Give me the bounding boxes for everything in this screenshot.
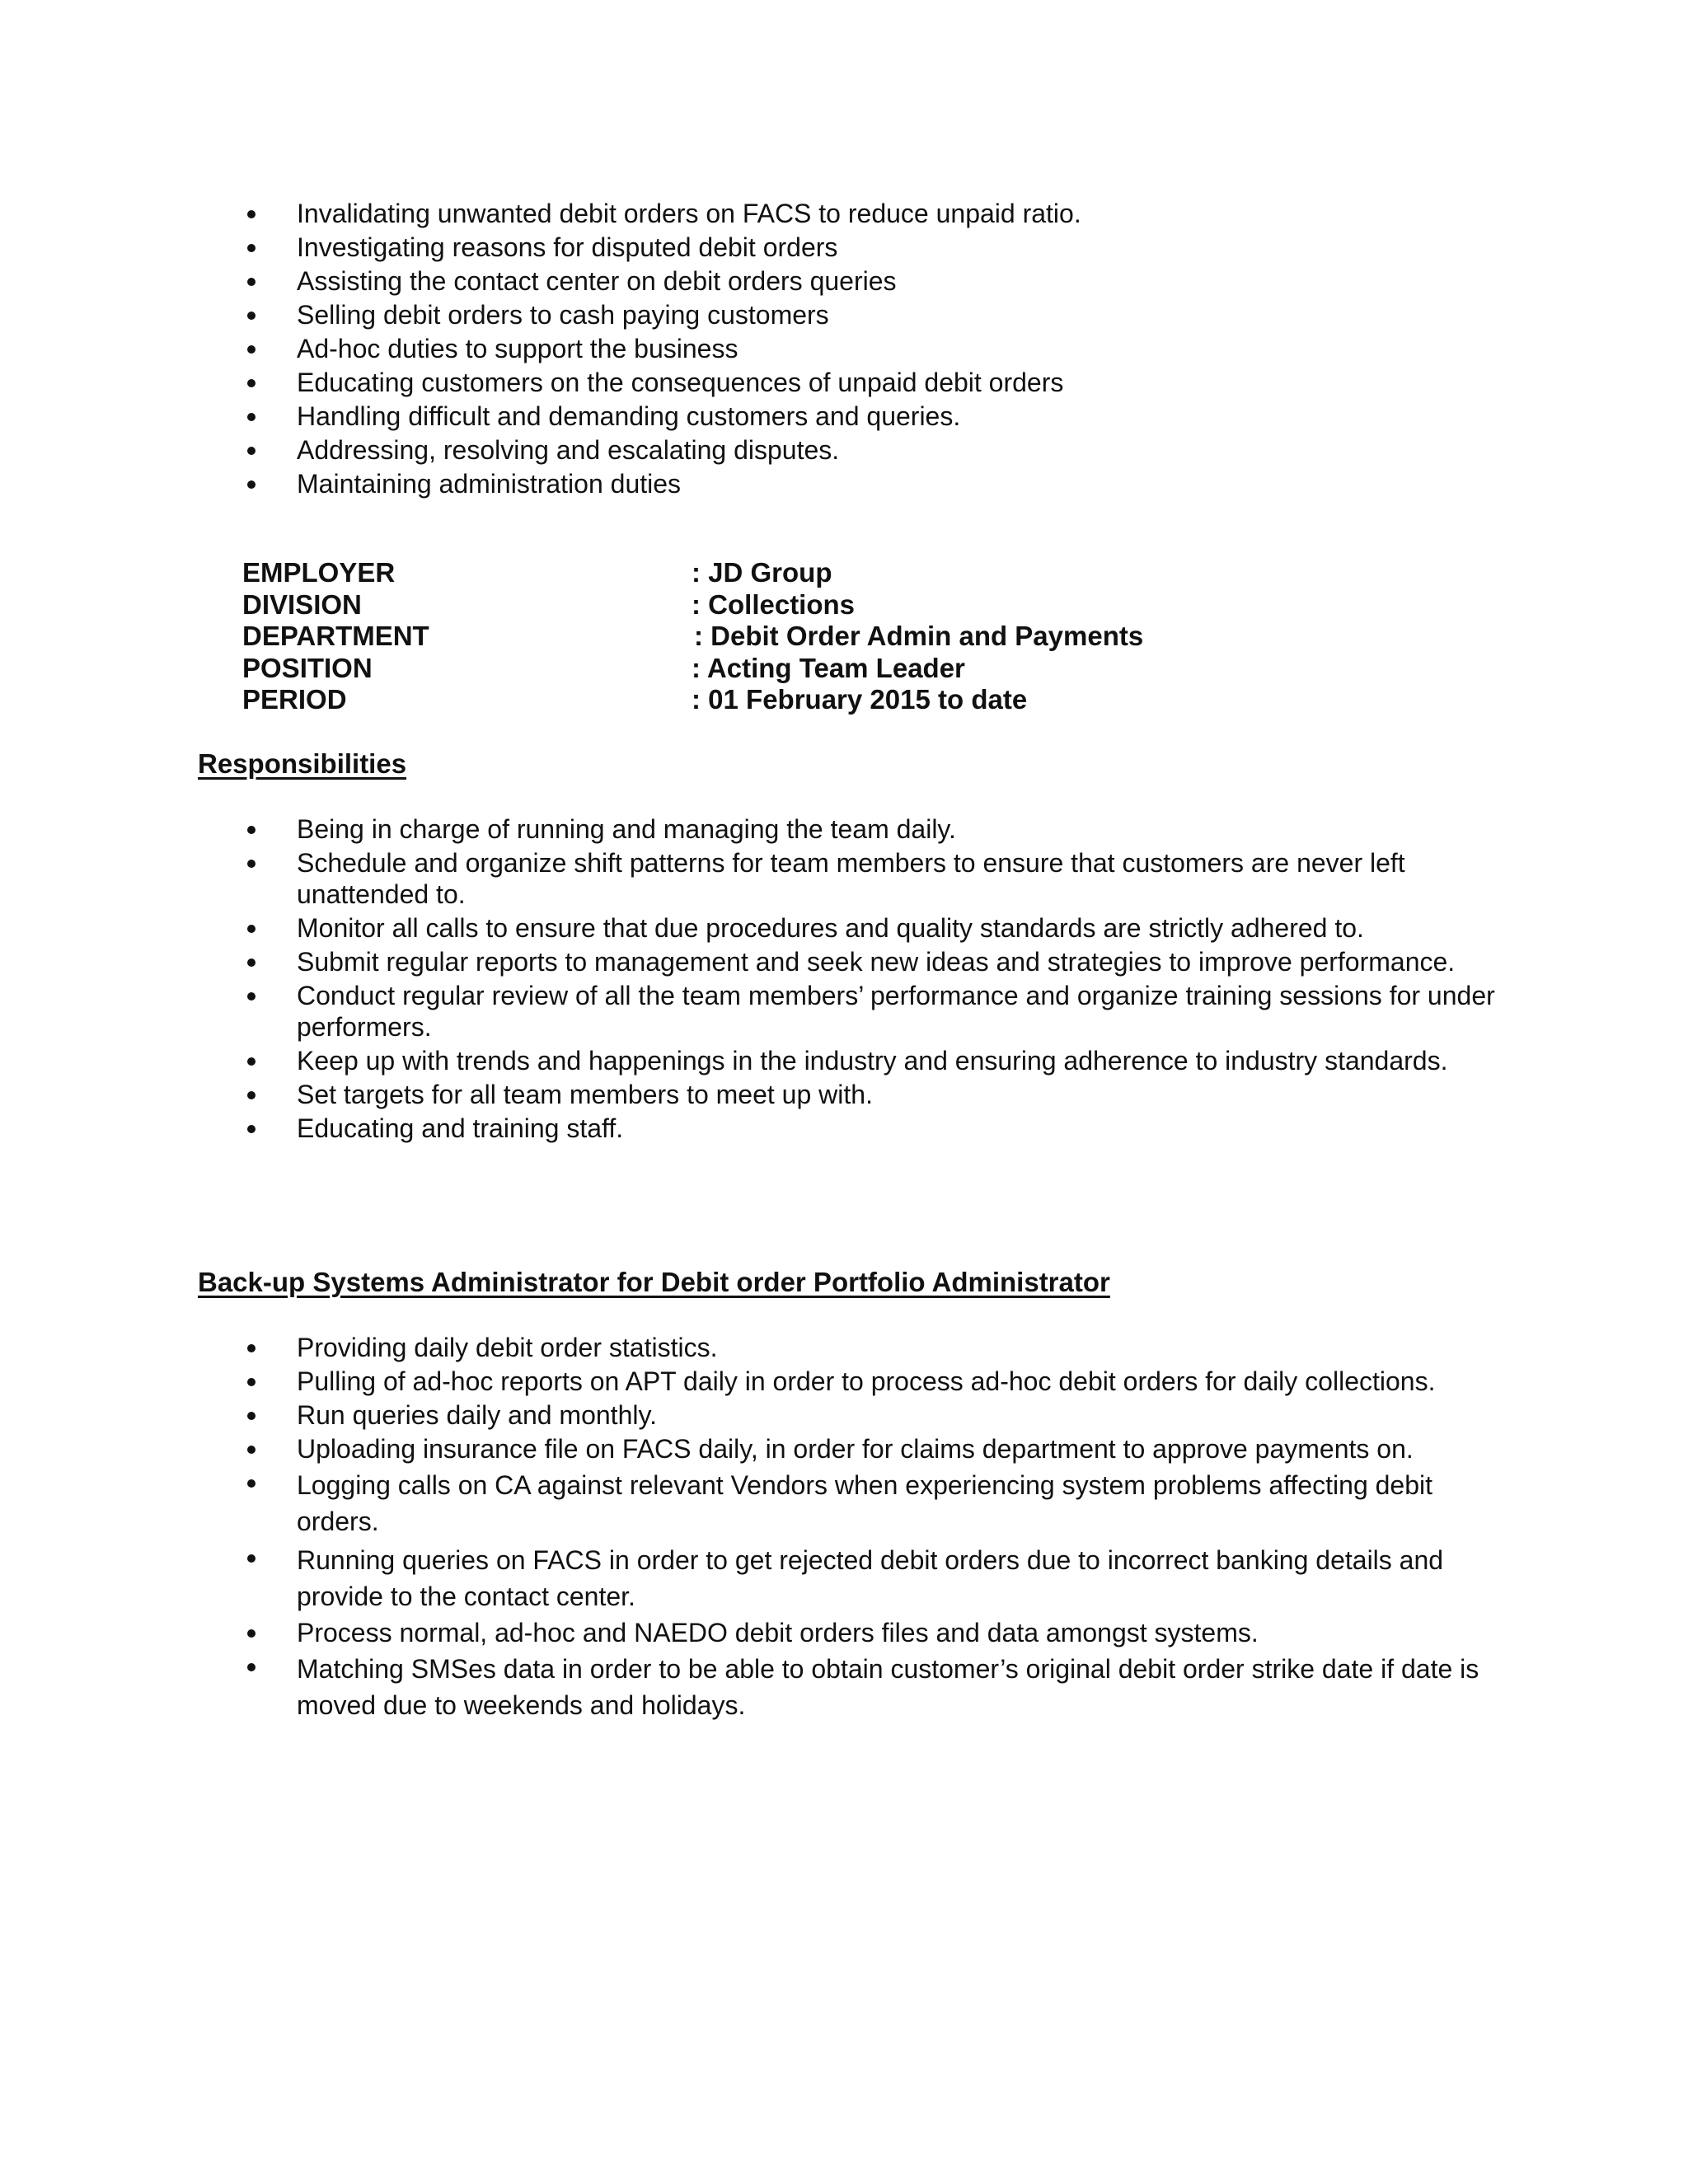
department-label: DEPARTMENT bbox=[242, 621, 429, 651]
position-label: POSITION bbox=[242, 652, 373, 683]
list-item: Invalidating unwanted debit orders on FACS to reduce unpaid ratio. bbox=[247, 198, 1500, 229]
list-item: Submit regular reports to management and seek new ideas and strategies to improve performance. bbox=[247, 946, 1500, 977]
list-item: Assisting the contact center on debit orders queries bbox=[247, 265, 1500, 297]
list-item: Uploading insurance file on FACS daily, in order for claims department to approve payments on. bbox=[247, 1433, 1500, 1465]
responsibilities-heading: Responsibilities bbox=[198, 748, 407, 779]
list-item: Logging calls on CA against relevant Vendors when experiencing system problems affecting debit orders. bbox=[247, 1467, 1500, 1540]
list-item: Running queries on FACS in order to get rejected debit orders due to incorrect banking details and provide to the contact center. bbox=[247, 1542, 1500, 1615]
list-item: Run queries daily and monthly. bbox=[247, 1399, 1500, 1431]
list-item: Matching SMSes data in order to be able to obtain customer’s original debit order strike date if date is moved due to weekends and holidays. bbox=[247, 1651, 1500, 1723]
position-value: : Acting Team Leader bbox=[692, 652, 965, 683]
list-item: Handling difficult and demanding customers and queries. bbox=[247, 401, 1500, 432]
list-item: Providing daily debit order statistics. bbox=[247, 1332, 1500, 1363]
list-item: Being in charge of running and managing the team daily. bbox=[247, 813, 1500, 845]
employer-label: EMPLOYER bbox=[242, 557, 396, 588]
period-value: : 01 February 2015 to date bbox=[692, 684, 1028, 715]
list-item: Investigating reasons for disputed debit orders bbox=[247, 232, 1500, 263]
list-item: Process normal, ad-hoc and NAEDO debit orders files and data amongst systems. bbox=[247, 1617, 1500, 1648]
employer-value: : JD Group bbox=[692, 557, 832, 588]
backup-systems-heading: Back-up Systems Administrator for Debit order Portfolio Administrator bbox=[198, 1267, 1110, 1297]
list-item: Maintaining administration duties bbox=[247, 468, 1500, 499]
list-item: Set targets for all team members to meet up with. bbox=[247, 1079, 1500, 1110]
list-item: Conduct regular review of all the team members’ performance and organize training sessions for under performers. bbox=[247, 980, 1500, 1043]
list-item: Keep up with trends and happenings in the industry and ensuring adherence to industry standards. bbox=[247, 1045, 1500, 1076]
list-item: Educating and training staff. bbox=[247, 1113, 1500, 1144]
list-item: Ad-hoc duties to support the business bbox=[247, 333, 1500, 364]
period-label: PERIOD bbox=[242, 684, 347, 715]
list-item: Pulling of ad-hoc reports on APT daily in order to process ad-hoc debit orders for daily collections. bbox=[247, 1366, 1500, 1397]
list-item: Monitor all calls to ensure that due procedures and quality standards are strictly adhered to. bbox=[247, 912, 1500, 944]
division-label: DIVISION bbox=[242, 588, 362, 620]
responsibilities-list bbox=[247, 813, 1500, 1146]
list-item: Educating customers on the consequences of unpaid debit orders bbox=[247, 367, 1500, 398]
department-value: : Debit Order Admin and Payments bbox=[694, 621, 1144, 651]
duties-list bbox=[247, 198, 1500, 502]
list-item: Selling debit orders to cash paying customers bbox=[247, 299, 1500, 330]
division-value: : Collections bbox=[692, 588, 856, 620]
list-item: Schedule and organize shift patterns for team members to ensure that customers are never left unattended to. bbox=[247, 847, 1500, 910]
list-item: Addressing, resolving and escalating disputes. bbox=[247, 434, 1500, 466]
backup-duties-list bbox=[247, 1332, 1500, 1726]
